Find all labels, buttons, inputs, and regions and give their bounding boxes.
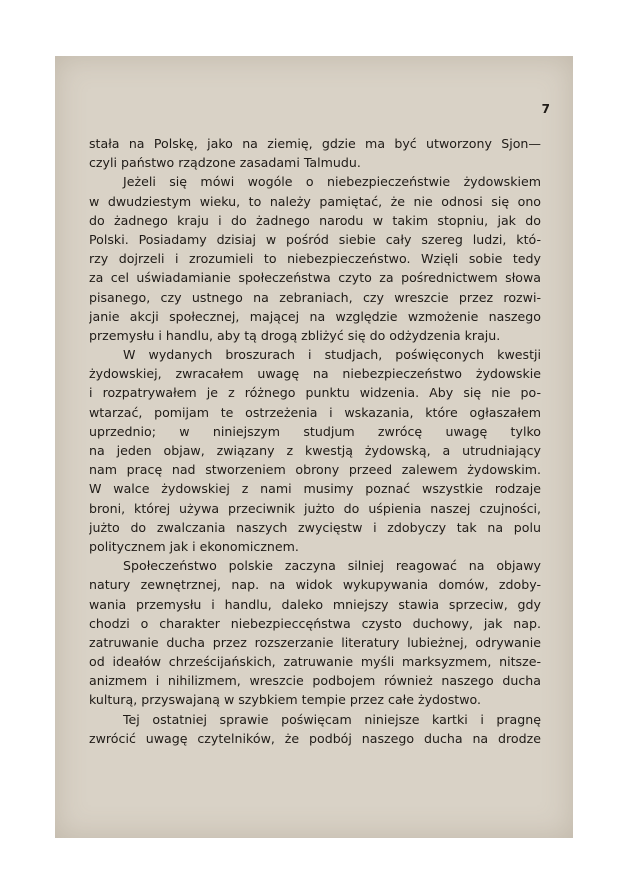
text-line: anizmem i nihilizmem, wreszcie podbojem również naszego ducha [89,673,541,689]
text-line: wtarzać, pomijam te ostrzeżenia i wskazania, które ogłaszałem [89,404,541,420]
text-line: uprzednio; w niniejszym studjum zwrócę uwagę tylko [89,423,541,439]
text-line: kulturą, przyswajaną w szybkiem tempie przez całe żydostwo. [89,692,482,708]
text-line: jużto do zwalczania naszych zwycięstw i zdobyczy tak na polu [89,519,541,535]
text-line: wania przemysłu i handlu, daleko mniejszy stawia sprzeciw, gdy [89,596,541,612]
text-line: Polski. Posiadamy dzisiaj w pośród siebie cały szereg ludzi, któ- [89,231,541,247]
text-line: nam pracę nad stworzeniem obrony przeed zalewem żydowskim. [89,462,541,478]
text-line: pisanego, czy ustnego na zebraniach, czy wreszcie przez rozwi- [89,289,541,305]
text-line: chodzi o charakter niebezpieccęństwa czysto duchowy, jak nap. [89,615,541,631]
text-line: Społeczeństwo polskie zaczyna silniej reagować na objawy [123,558,541,574]
text-line: politycznem jak i ekonomicznem. [89,538,299,554]
text-line: żydowskiej, zwracałem uwagę na niebezpieczeństwo żydowskie [89,366,541,382]
text-line: stała na Polskę, jako na ziemię, gdzie ma być utworzony Sjon— [89,136,541,151]
text-line: przemysłu i handlu, aby tą drogą zbliżyć się do odżydzenia kraju. [89,327,501,343]
body-text [89,134,541,748]
text-line: Jeżeli się mówi wogóle o niebezpieczeństwie żydowskiem [123,174,541,190]
text-line: do żadnego kraju i do żadnego narodu w takim stopniu, jak do [89,212,541,228]
text-line: W wydanych broszurach i studjach, poświęconych kwestji [123,347,541,363]
text-line: zwrócić uwagę czytelników, że podbój naszego ducha na drodze [89,730,541,746]
text-line: zatruwanie ducha przez rozszerzanie literatury lubieżnej, odrywanie [89,634,541,650]
text-line: od ideałów chrześcijańskich, zatruwanie myśli marksyzmem, nitsze- [89,654,541,670]
text-line: czyli państwo rządzone zasadami Talmudu. [89,155,361,171]
text-line: w dwudziestym wieku, to należy pamiętać, że nie odnosi się ono [89,193,541,209]
text-line: rzy dojrzeli i zrozumieli to niebezpieczeństwo. Wzięli sobie tedy [89,251,541,267]
text-line: natury zewnętrznej, nap. na widok wykupywania domów, zdoby- [89,577,541,593]
text-line: W walce żydowskiej z nami musimy poznać wszystkie rodzaje [89,481,541,497]
text-line: broni, której używa przeciwnik jużto do uśpienia naszej czujności, [89,500,541,516]
page-number: 7 [541,102,550,116]
text-line: janie akcji społecznej, mającej na względzie wzmożenie naszego [89,308,541,324]
text-line: na jeden objaw, związany z kwestją żydowską, a utrudniający [89,443,541,458]
text-line: Tej ostatniej sprawie poświęcam niniejsze kartki i pragnę [123,711,541,727]
text-line: i rozpatrywałem je z różnego punktu widzenia. Aby się nie po- [89,385,541,401]
text-line: za cel uświadamianie społeczeństwa czyto za pośrednictwem słowa [89,270,541,286]
